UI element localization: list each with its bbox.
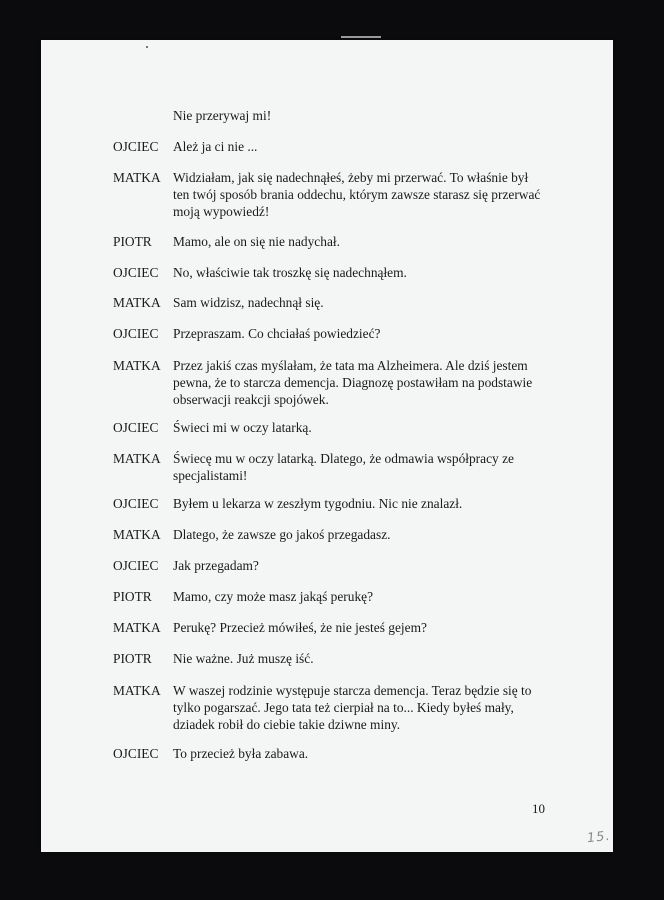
dialogue-line: Widziałam, jak się nadechnąłeś, żeby mi przerwać. To właśnie był (173, 170, 529, 185)
speaker-name: MATKA (113, 620, 161, 635)
pencil-annotation: 15. (586, 828, 612, 847)
script-page (41, 40, 613, 852)
dialogue-line: Przepraszam. Co chciałaś powiedzieć? (173, 326, 381, 341)
speaker-name: OJCIEC (113, 496, 159, 511)
dialogue-line: Mamo, ale on się nie nadychał. (173, 234, 340, 249)
dialogue-line: moją wypowiedź! (173, 204, 270, 219)
dialogue-line: ten twój sposób brania oddechu, którym zawsze starasz się przerwać (173, 187, 541, 202)
dialogue-line: Dlatego, że zawsze go jakoś przegadasz. (173, 527, 391, 542)
paper-speck (341, 36, 381, 38)
speaker-name: MATKA (113, 527, 161, 542)
dialogue-line: pewna, że to starcza demencja. Diagnozę postawiłam na podstawie (173, 375, 533, 390)
dialogue-line: W waszej rodzinie występuje starcza demencja. Teraz będzie się to (173, 683, 532, 698)
dialogue-line: Jak przegadam? (173, 558, 259, 573)
dialogue-line: Przez jakiś czas myślałam, że tata ma Alzheimera. Ale dziś jestem (173, 358, 528, 373)
dialogue-line: obserwacji reakcji spojówek. (173, 392, 329, 407)
speaker-name: OJCIEC (113, 326, 159, 341)
dialogue-line: dziadek robił do ciebie takie dziwne miny. (173, 717, 401, 732)
speaker-name: MATKA (113, 358, 161, 373)
speaker-name: MATKA (113, 170, 161, 185)
dialogue-line: Mamo, czy może masz jakąś perukę? (173, 589, 374, 604)
paper-speck (146, 46, 148, 48)
dialogue-line: tylko pogarszać. Jego tata też cierpiał na to... Kiedy byłeś mały, (173, 700, 514, 715)
dialogue-line: Perukę? Przecież mówiłeś, że nie jesteś gejem? (173, 620, 427, 635)
dialogue-line: Sam widzisz, nadechnął się. (173, 295, 324, 310)
speaker-name: OJCIEC (113, 139, 159, 154)
speaker-name: OJCIEC (113, 558, 159, 573)
speaker-name: OJCIEC (113, 265, 159, 280)
speaker-name: PIOTR (113, 234, 152, 249)
dialogue-line: Świeci mi w oczy latarką. (173, 420, 312, 435)
speaker-name: MATKA (113, 451, 161, 466)
dialogue-line: Ależ ja ci nie ... (173, 139, 258, 154)
dialogue-line: Byłem u lekarza w zeszłym tygodniu. Nic nie znalazł. (173, 496, 463, 511)
speaker-name: OJCIEC (113, 746, 159, 761)
page-number: 10 (532, 801, 545, 816)
speaker-name: MATKA (113, 683, 161, 698)
dialogue-line: Nie ważne. Już muszę iść. (173, 651, 314, 666)
speaker-name: OJCIEC (113, 420, 159, 435)
speaker-name: MATKA (113, 295, 161, 310)
dialogue-line: To przecież była zabawa. (173, 746, 309, 761)
dialogue-line: specjalistami! (173, 468, 248, 483)
dialogue-line: Nie przerywaj mi! (173, 108, 272, 123)
dialogue-line: Świecę mu w oczy latarką. Dlatego, że odmawia współpracy ze (173, 451, 514, 466)
speaker-name: PIOTR (113, 651, 152, 666)
dialogue-line: No, właściwie tak troszkę się nadechnąłem. (173, 265, 407, 280)
speaker-name: PIOTR (113, 589, 152, 604)
